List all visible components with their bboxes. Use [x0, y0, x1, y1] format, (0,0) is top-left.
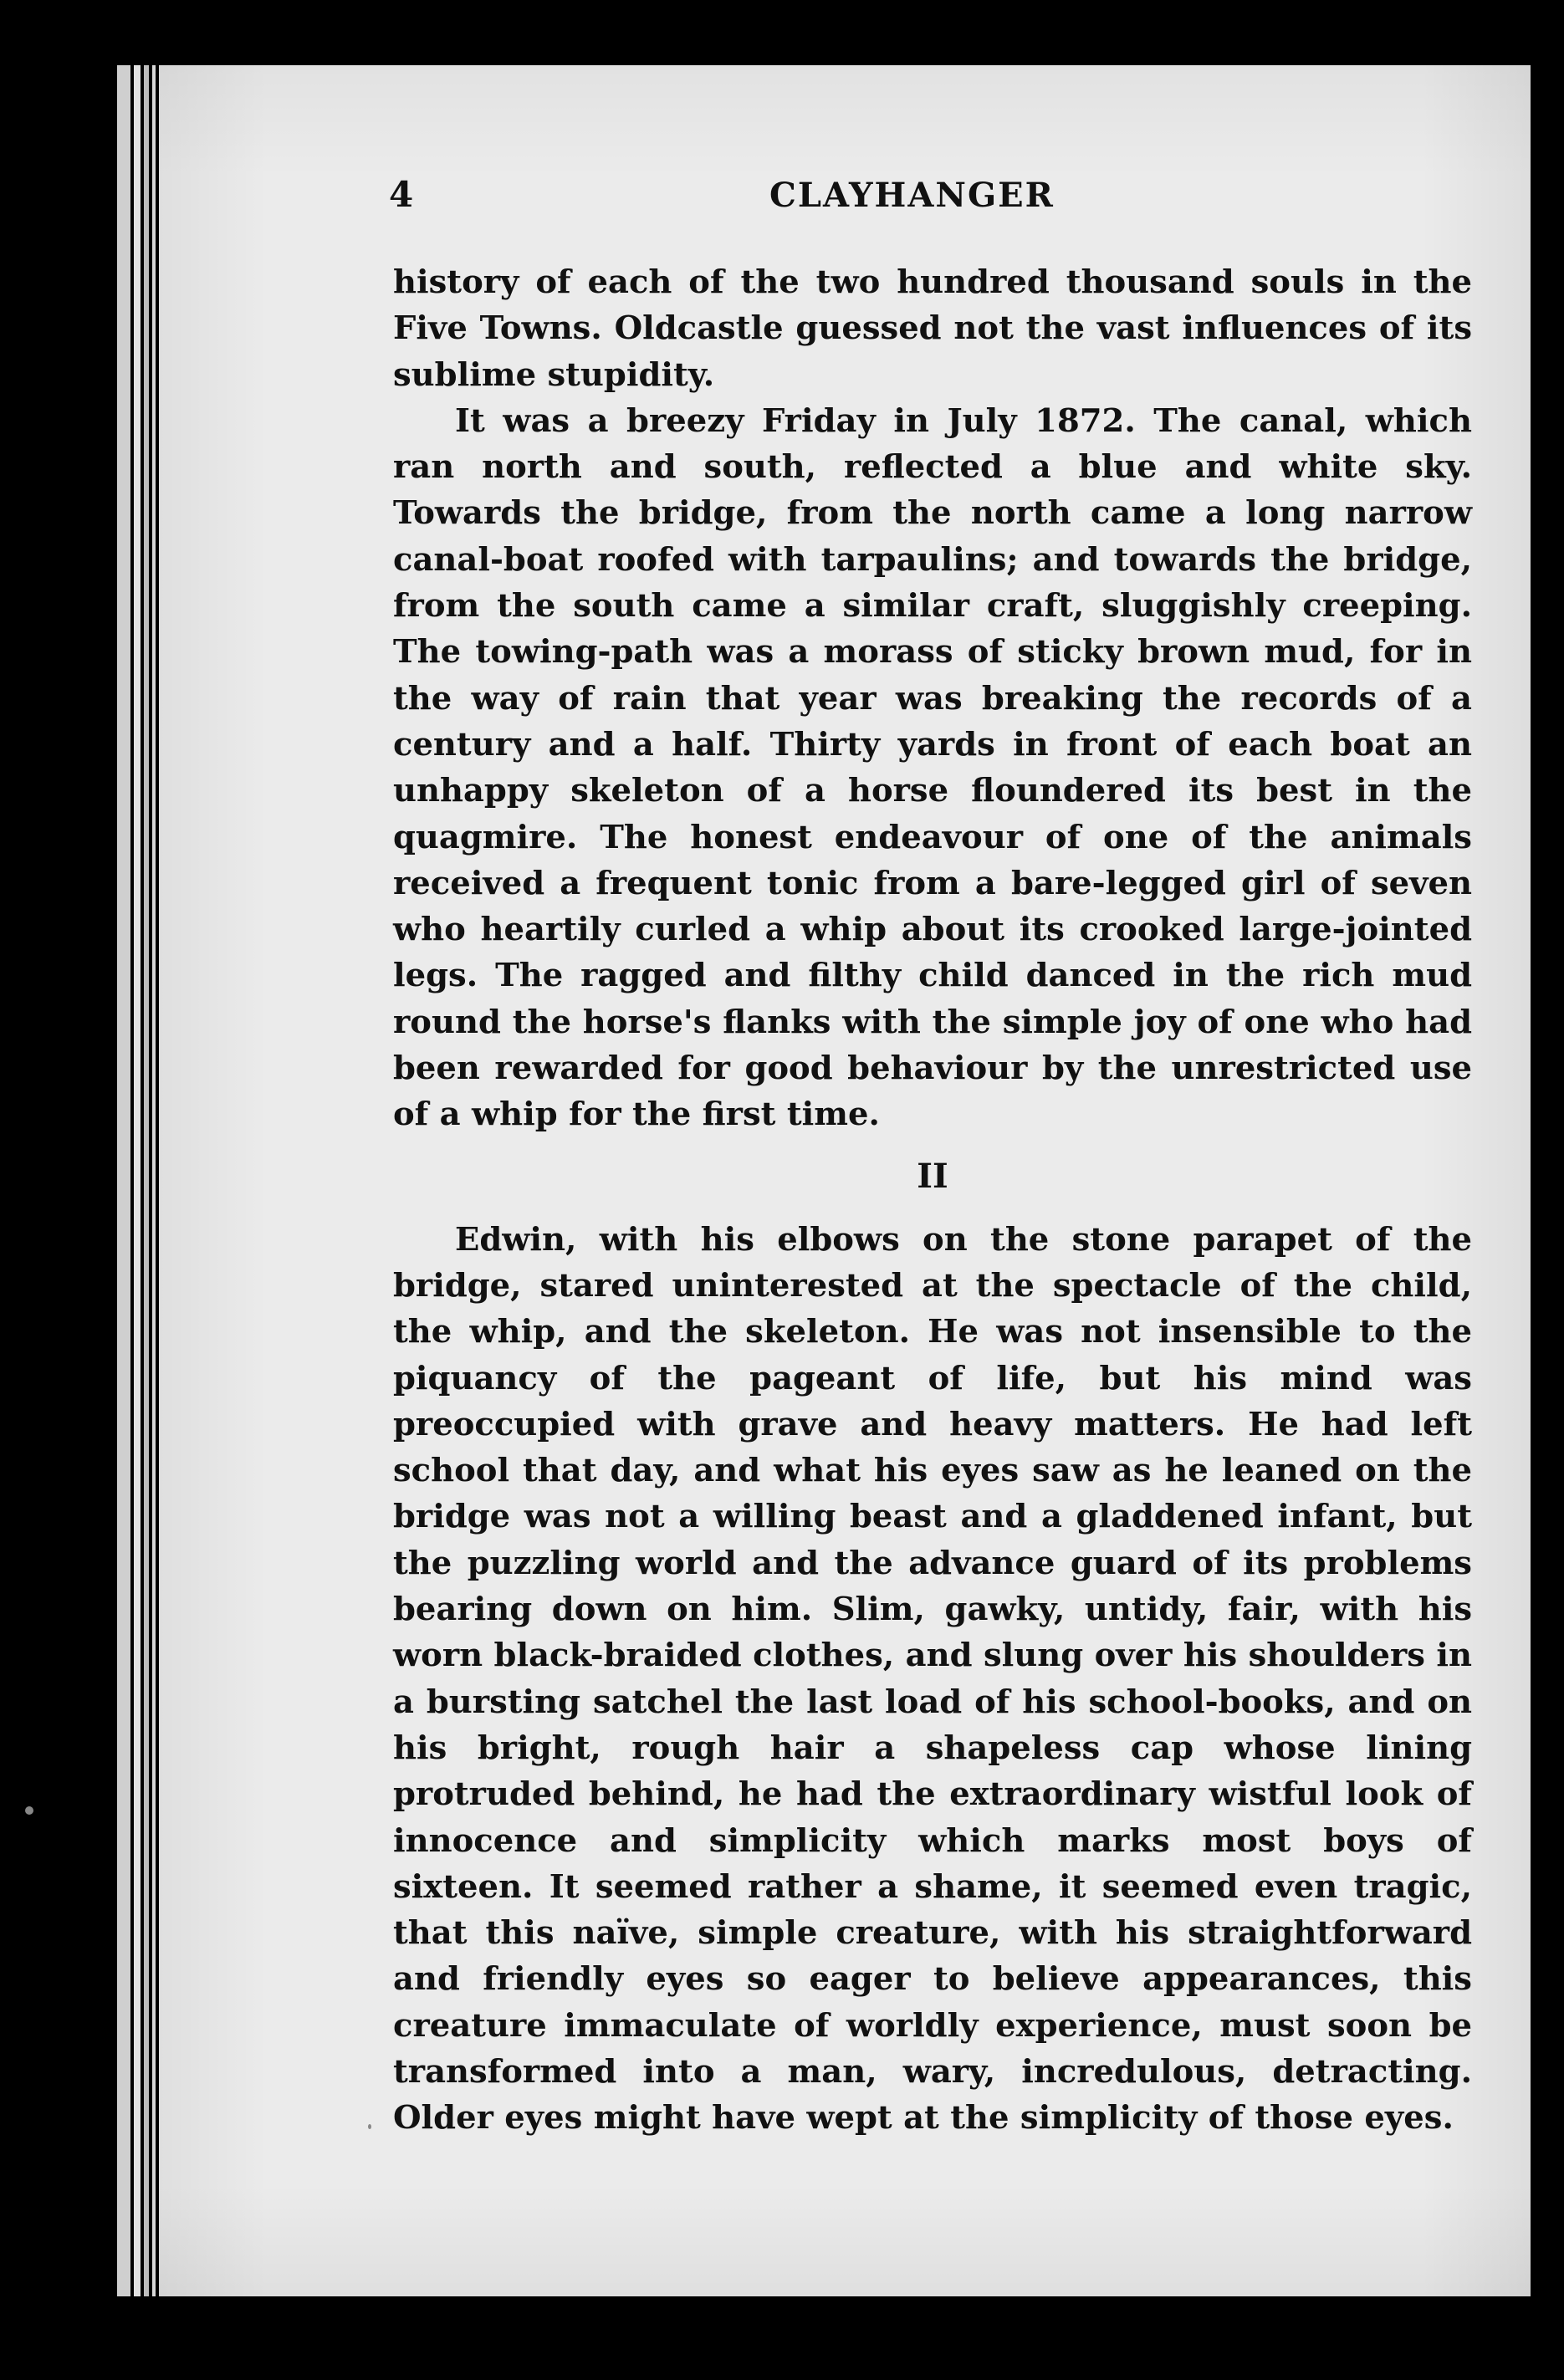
paragraph-continuation: history of each of the two hundred thousand souls in the Five Towns. Oldcastle guessed not the vast influences of its sublime stupidity.	[393, 263, 1472, 394]
page-edge-stack	[144, 65, 149, 2296]
body-text	[393, 259, 1472, 2142]
page-edge-stack	[117, 65, 130, 2296]
running-title: CLAYHANGER	[769, 176, 1055, 215]
scan-speck	[25, 1806, 33, 1815]
scan-speck	[368, 2124, 371, 2129]
page-header	[389, 174, 1476, 224]
page-number: 4	[389, 174, 414, 215]
page-edge-stack	[134, 65, 141, 2296]
paragraph: It was a breezy Friday in July 1872. The canal, which ran north and south, reflected a blue and white sky. Towards the bridge, from the north came a long narrow canal-boat roofed with tarpaulins; and towards the bridge, from the south came a similar craft, sluggishly creeping. The towing-path was a morass of sticky brown mud, for in the way of rain that year was breaking the records of a century and a half. Thirty yards in front of each boat an unhappy skeleton of a horse floundered its best in the quagmire. The honest endeavour of one of the animals received a frequent tonic from a bare-legged girl of seven who heartily curled a whip about its crooked large-jointed legs. The ragged and filthy child danced in the rich mud round the horse's flanks with the simple joy of one who had been rewarded for good behaviour by the unrestricted use of a whip for the first time.	[393, 401, 1472, 1134]
section-heading: II	[917, 1156, 948, 1196]
paragraph: Edwin, with his elbows on the stone parapet of the bridge, stared uninterested at the spectacle of the child, the whip, and the skeleton. He was not insensible to the piquancy of the pageant of life, but his mind was preoccupied with grave and heavy matters. He had left school that day, and what his eyes saw as he leaned on the bridge was not a willing beast and a gladdened infant, but the puzzling world and the advance guard of its problems bearing down on him. Slim, gawky, untidy, fair, with his worn black-braided clothes, and slung over his shoulders in a bursting satchel the last load of his school-books, and on his bright, rough hair a shapeless cap whose lining protruded behind, he had the extraordinary wistful look of innocence and simplicity which marks most boys of sixteen. It seemed rather a shame, it seemed even tragic, that this naïve, simple creature, with his straightforward and friendly eyes so eager to believe appearances, this creature immaculate of worldly experience, must soon be transformed into a man, wary, incredulous, detracting. Older eyes might have wept at the simplicity of those eyes.	[393, 1220, 1472, 2137]
page-edge-stack	[152, 65, 156, 2296]
